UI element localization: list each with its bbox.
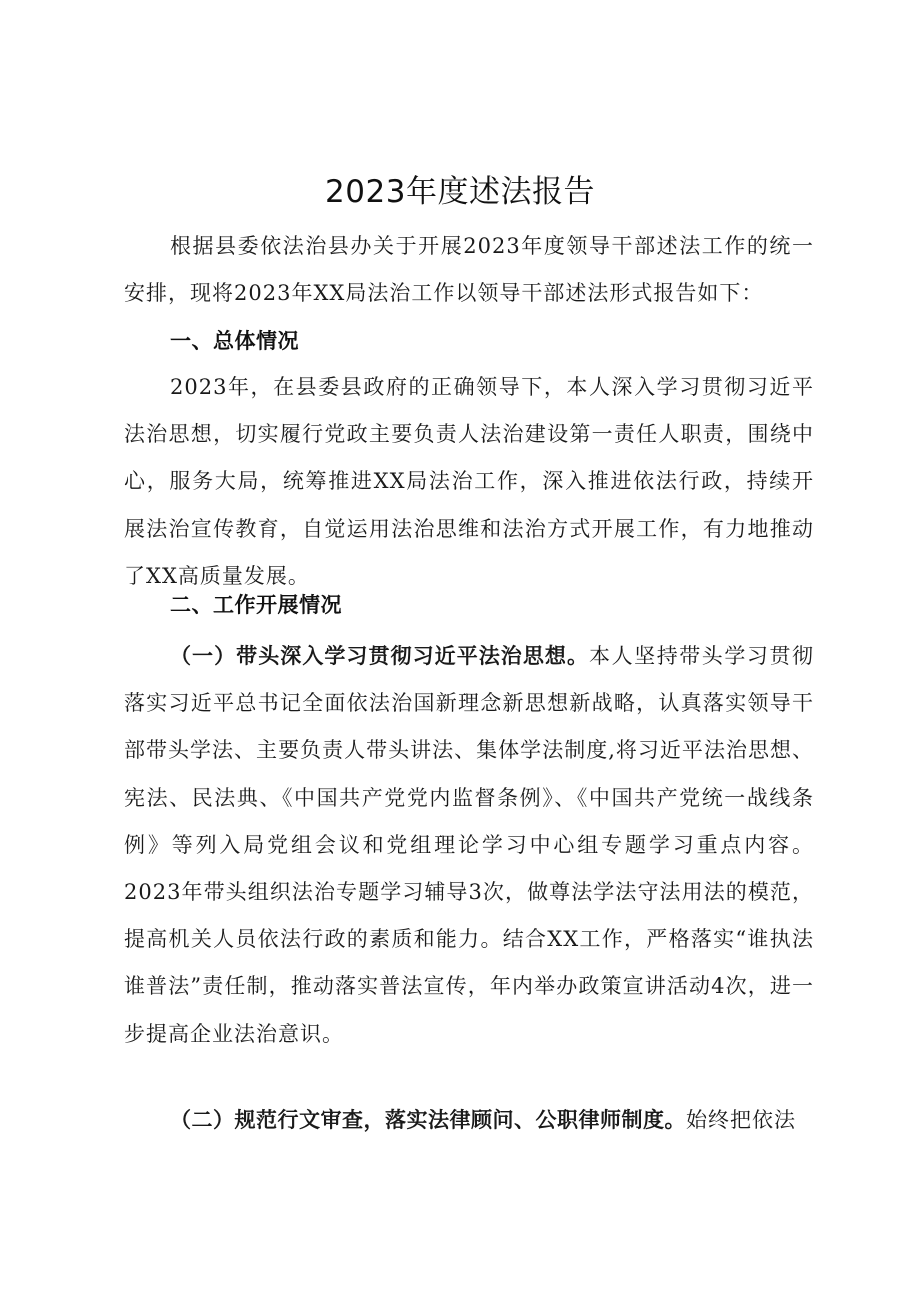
work-item-1-paragraph	[124, 633, 814, 1058]
work-item-2-title: （二）规范行文审查，落实法律顾问、公职律师制度。	[170, 1108, 686, 1132]
work-item-1-body: 本人坚持带头学习贯彻落实习近平总书记全面依法治国新理念新思想新战略，认真落实领导干部带头学法、主要负责人带头讲法、集体学法制度,将习近平法治思想、宪法、民法典、《中国共产党党内监督条例》、《中国共产党统一战线条例》等列入局党组会议和党组理论学习中心组专题学习重点内容。2023年带头组织法治专题学习辅导3次，做尊法学法守法用法的模范，提高机关人员依法行政的素质和能力。结合XX工作，严格落实“谁执法谁普法”责任制，推动落实普法宣传，年内举办政策宣讲活动4次，进一步提高企业法治意识。	[124, 644, 815, 1046]
intro-paragraph: 根据县委依法治县办关于开展2023年度领导干部述法工作的统一安排，现将2023年XX局法治工作以领导干部述法形式报告如下：	[124, 234, 814, 306]
work-item-2-paragraph	[124, 1097, 814, 1144]
overview-paragraph: 2023年，在县委县政府的正确领导下，本人深入学习贯彻习近平法治思想，切实履行党政主要负责人法治建设第一责任人职责，围绕中心，服务大局，统筹推进XX局法治工作，深入推进依法行政，持续开展法治宣传教育，自觉运用法治思维和法治方式开展工作，有力地推动了XX高质量发展。	[124, 375, 814, 588]
work-item-1-title: （一）带头深入学习贯彻习近平法治思想。	[170, 644, 590, 668]
document-title: 2023年度述法报告	[325, 174, 595, 210]
section-heading-overview: 一、总体情况	[170, 329, 299, 353]
work-item-2-body: 始终把依法	[686, 1108, 796, 1132]
section-heading-work: 二、工作开展情况	[170, 593, 342, 617]
